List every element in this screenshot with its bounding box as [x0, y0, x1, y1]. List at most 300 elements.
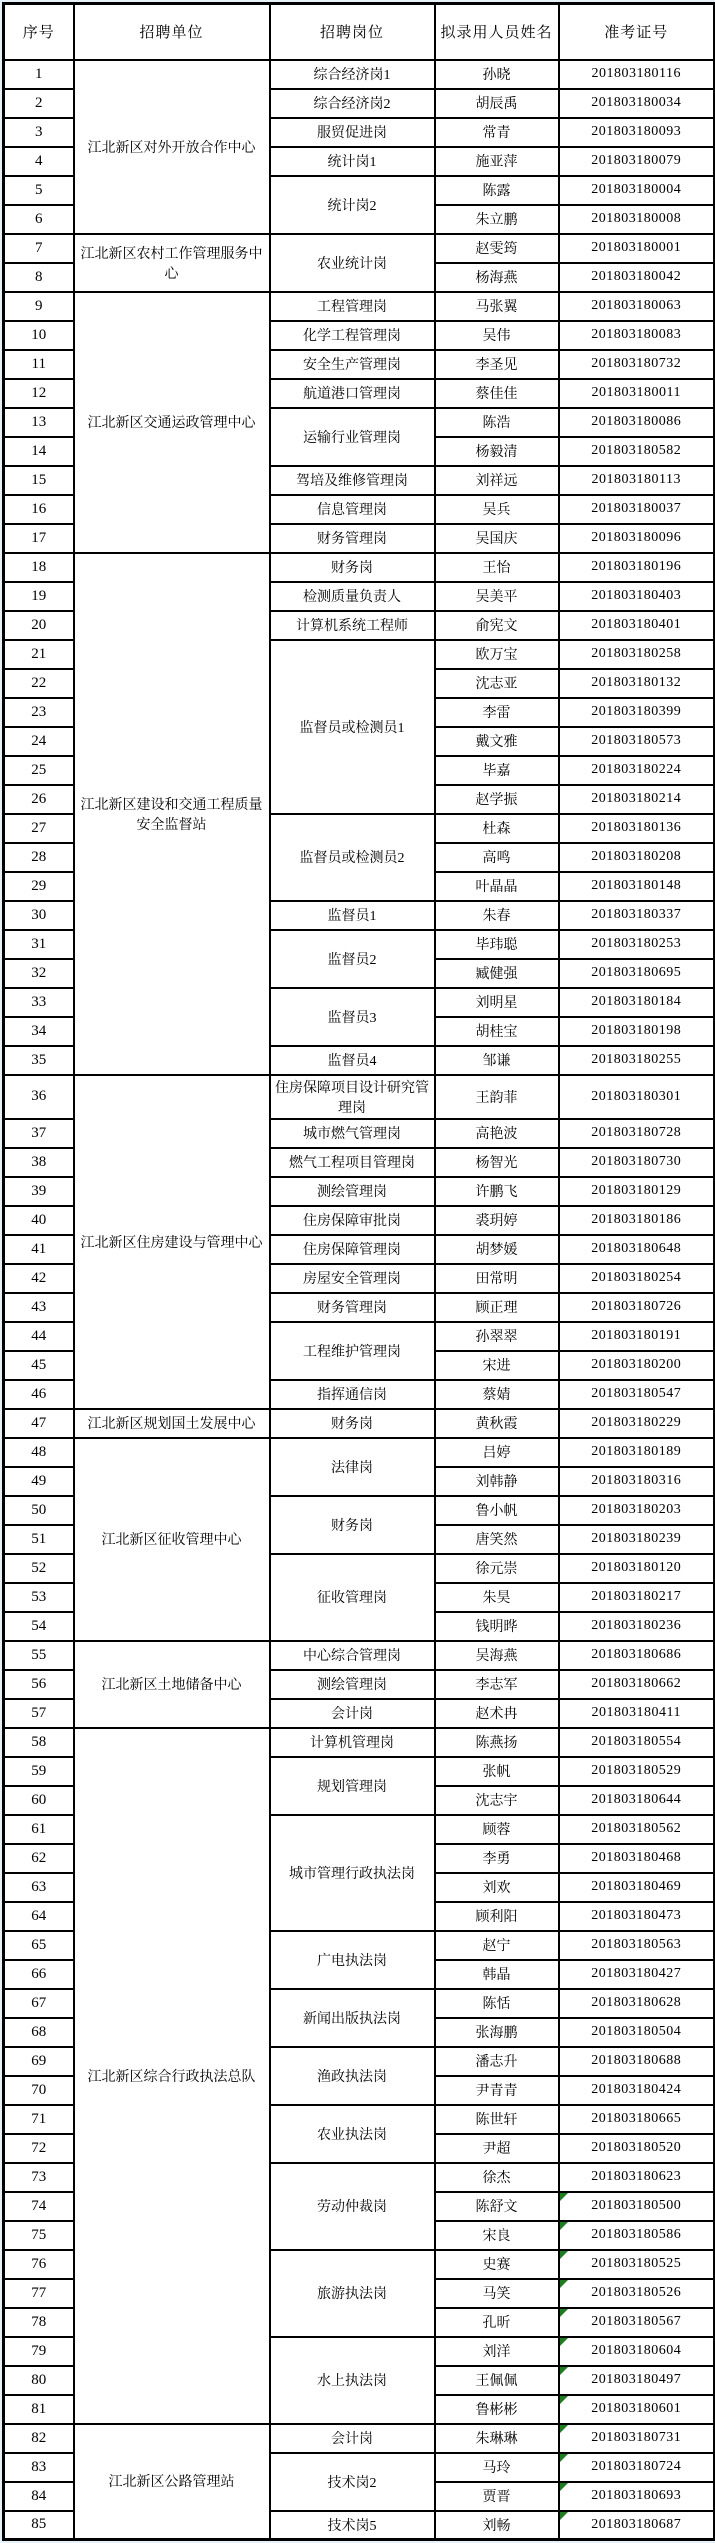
- cell-position: 安全生产管理岗: [270, 350, 435, 379]
- cell-position: 检测质量负责人: [270, 582, 435, 611]
- cell-ticket: 201803180224: [559, 756, 715, 785]
- cell-ticket: 201803180037: [559, 495, 715, 524]
- cell-ticket: 201803180253: [559, 930, 715, 959]
- cell-position: 农业执法岗: [270, 2105, 435, 2163]
- cell-unit: 江北新区住房建设与管理中心: [74, 1075, 270, 1409]
- cell-position: 计算机系统工程师: [270, 611, 435, 640]
- cell-ticket: 201803180693: [559, 2482, 715, 2511]
- table-header: [4, 4, 715, 60]
- cell-ticket: 201803180136: [559, 814, 715, 843]
- cell-seq: 47: [4, 1409, 74, 1438]
- cell-position: 燃气工程项目管理岗: [270, 1148, 435, 1177]
- cell-corner-marker-icon: [560, 2483, 568, 2491]
- cell-name: 杨海燕: [435, 263, 559, 292]
- cell-ticket: 201803180239: [559, 1525, 715, 1554]
- cell-name: 王佩佩: [435, 2366, 559, 2395]
- cell-ticket: 201803180623: [559, 2163, 715, 2192]
- cell-name: 李勇: [435, 1844, 559, 1873]
- cell-position: 农业统计岗: [270, 234, 435, 292]
- cell-ticket: 201803180229: [559, 1409, 715, 1438]
- cell-seq: 39: [4, 1177, 74, 1206]
- cell-ticket: 201803180728: [559, 1119, 715, 1148]
- cell-ticket: 201803180116: [559, 60, 715, 89]
- cell-name: 李志军: [435, 1670, 559, 1699]
- cell-position: 监督员4: [270, 1046, 435, 1075]
- cell-ticket: 201803180258: [559, 640, 715, 669]
- cell-ticket: 201803180665: [559, 2105, 715, 2134]
- cell-ticket: 201803180468: [559, 1844, 715, 1873]
- cell-ticket: 201803180008: [559, 205, 715, 234]
- cell-seq: 31: [4, 930, 74, 959]
- cell-seq: 5: [4, 176, 74, 205]
- cell-ticket: 201803180726: [559, 1293, 715, 1322]
- cell-ticket: 201803180500: [559, 2192, 715, 2221]
- cell-position: 监督员或检测员2: [270, 814, 435, 901]
- cell-name: 刘畅: [435, 2511, 559, 2540]
- cell-seq: 28: [4, 843, 74, 872]
- cell-corner-marker-icon: [560, 2454, 568, 2462]
- cell-position: 广电执法岗: [270, 1931, 435, 1989]
- cell-seq: 68: [4, 2018, 74, 2047]
- cell-ticket: 201803180411: [559, 1699, 715, 1728]
- cell-ticket: 201803180695: [559, 959, 715, 988]
- cell-ticket: 201803180200: [559, 1351, 715, 1380]
- cell-position: 旅游执法岗: [270, 2250, 435, 2337]
- cell-ticket: 201803180628: [559, 1989, 715, 2018]
- table-row: [4, 1075, 715, 1119]
- cell-seq: 11: [4, 350, 74, 379]
- cell-name: 杜森: [435, 814, 559, 843]
- cell-name: 毕玮聪: [435, 930, 559, 959]
- cell-position: 技术岗5: [270, 2511, 435, 2540]
- cell-ticket: 201803180644: [559, 1786, 715, 1815]
- cell-seq: 73: [4, 2163, 74, 2192]
- cell-name: 高艳波: [435, 1119, 559, 1148]
- cell-ticket: 201803180093: [559, 118, 715, 147]
- cell-position: 航道港口管理岗: [270, 379, 435, 408]
- cell-seq: 65: [4, 1931, 74, 1960]
- cell-name: 朱春: [435, 901, 559, 930]
- cell-seq: 18: [4, 553, 74, 582]
- cell-ticket: 201803180186: [559, 1206, 715, 1235]
- cell-ticket: 201803180401: [559, 611, 715, 640]
- cell-seq: 15: [4, 466, 74, 495]
- cell-seq: 9: [4, 292, 74, 321]
- cell-seq: 63: [4, 1873, 74, 1902]
- cell-seq: 3: [4, 118, 74, 147]
- cell-unit: 江北新区土地储备中心: [74, 1641, 270, 1728]
- cell-name: 顾正理: [435, 1293, 559, 1322]
- cell-seq: 42: [4, 1264, 74, 1293]
- cell-name: 陈恬: [435, 1989, 559, 2018]
- cell-ticket: 201803180004: [559, 176, 715, 205]
- cell-name: 钱明晔: [435, 1612, 559, 1641]
- cell-ticket: 201803180529: [559, 1757, 715, 1786]
- cell-ticket: 201803180525: [559, 2250, 715, 2279]
- cell-seq: 4: [4, 147, 74, 176]
- cell-ticket: 201803180203: [559, 1496, 715, 1525]
- cell-seq: 49: [4, 1467, 74, 1496]
- cell-name: 毕嘉: [435, 756, 559, 785]
- cell-name: 吴伟: [435, 321, 559, 350]
- cell-corner-marker-icon: [560, 2512, 568, 2520]
- cell-seq: 1: [4, 60, 74, 89]
- cell-name: 赵学振: [435, 785, 559, 814]
- cell-position: 财务岗: [270, 1496, 435, 1554]
- cell-name: 施亚萍: [435, 147, 559, 176]
- cell-name: 赵术冉: [435, 1699, 559, 1728]
- cell-ticket: 201803180120: [559, 1554, 715, 1583]
- cell-name: 胡辰禹: [435, 89, 559, 118]
- header-row: [4, 4, 715, 60]
- cell-seq: 75: [4, 2221, 74, 2250]
- cell-name: 吴美平: [435, 582, 559, 611]
- cell-name: 陈舒文: [435, 2192, 559, 2221]
- cell-name: 顾利阳: [435, 1902, 559, 1931]
- cell-position: 渔政执法岗: [270, 2047, 435, 2105]
- cell-name: 俞宪文: [435, 611, 559, 640]
- cell-position: 财务岗: [270, 1409, 435, 1438]
- cell-seq: 37: [4, 1119, 74, 1148]
- cell-position: 运输行业管理岗: [270, 408, 435, 466]
- cell-unit: 江北新区规划国土发展中心: [74, 1409, 270, 1438]
- cell-ticket: 201803180208: [559, 843, 715, 872]
- cell-name: 尹超: [435, 2134, 559, 2163]
- cell-ticket: 201803180601: [559, 2395, 715, 2424]
- cell-position: 指挥通信岗: [270, 1380, 435, 1409]
- cell-position: 测绘管理岗: [270, 1670, 435, 1699]
- cell-unit: 江北新区建设和交通工程质量安全监督站: [74, 553, 270, 1075]
- cell-name: 徐杰: [435, 2163, 559, 2192]
- cell-seq: 20: [4, 611, 74, 640]
- cell-seq: 23: [4, 698, 74, 727]
- cell-seq: 76: [4, 2250, 74, 2279]
- cell-name: 鲁彬彬: [435, 2395, 559, 2424]
- cell-seq: 46: [4, 1380, 74, 1409]
- cell-ticket: 201803180011: [559, 379, 715, 408]
- cell-ticket: 201803180254: [559, 1264, 715, 1293]
- cell-ticket: 201803180687: [559, 2511, 715, 2540]
- cell-ticket: 201803180469: [559, 1873, 715, 1902]
- cell-seq: 22: [4, 669, 74, 698]
- cell-unit: 江北新区综合行政执法总队: [74, 1728, 270, 2424]
- cell-seq: 29: [4, 872, 74, 901]
- header-ticket: 准考证号: [559, 4, 715, 60]
- cell-position: 监督员2: [270, 930, 435, 988]
- cell-seq: 80: [4, 2366, 74, 2395]
- cell-ticket: 201803180001: [559, 234, 715, 263]
- cell-seq: 82: [4, 2424, 74, 2453]
- cell-name: 孙晓: [435, 60, 559, 89]
- cell-name: 朱立鹏: [435, 205, 559, 234]
- cell-ticket: 201803180184: [559, 988, 715, 1017]
- cell-position: 驾培及维修管理岗: [270, 466, 435, 495]
- cell-name: 尹青青: [435, 2076, 559, 2105]
- cell-ticket: 201803180554: [559, 1728, 715, 1757]
- cell-ticket: 201803180520: [559, 2134, 715, 2163]
- cell-seq: 59: [4, 1757, 74, 1786]
- cell-position: 新闻出版执法岗: [270, 1989, 435, 2047]
- header-name: 拟录用人员姓名: [435, 4, 559, 60]
- cell-name: 胡梦媛: [435, 1235, 559, 1264]
- cell-ticket: 201803180337: [559, 901, 715, 930]
- cell-name: 张帆: [435, 1757, 559, 1786]
- cell-corner-marker-icon: [560, 2425, 568, 2433]
- cell-position: 住房保障管理岗: [270, 1235, 435, 1264]
- cell-seq: 60: [4, 1786, 74, 1815]
- cell-seq: 27: [4, 814, 74, 843]
- cell-ticket: 201803180547: [559, 1380, 715, 1409]
- cell-ticket: 201803180034: [559, 89, 715, 118]
- cell-name: 欧万宝: [435, 640, 559, 669]
- cell-seq: 36: [4, 1075, 74, 1119]
- cell-seq: 55: [4, 1641, 74, 1670]
- table-row: [4, 1409, 715, 1438]
- cell-seq: 84: [4, 2482, 74, 2511]
- table-body: [4, 60, 715, 2540]
- cell-seq: 25: [4, 756, 74, 785]
- cell-name: 刘祥远: [435, 466, 559, 495]
- cell-ticket: 201803180424: [559, 2076, 715, 2105]
- cell-position: 城市燃气管理岗: [270, 1119, 435, 1148]
- cell-name: 陈燕扬: [435, 1728, 559, 1757]
- cell-name: 陈露: [435, 176, 559, 205]
- cell-seq: 34: [4, 1017, 74, 1046]
- cell-ticket: 201803180427: [559, 1960, 715, 1989]
- cell-unit: 江北新区农村工作管理服务中心: [74, 234, 270, 292]
- cell-ticket: 201803180301: [559, 1075, 715, 1119]
- cell-name: 鲁小帆: [435, 1496, 559, 1525]
- cell-name: 王怡: [435, 553, 559, 582]
- cell-ticket: 201803180586: [559, 2221, 715, 2250]
- cell-seq: 56: [4, 1670, 74, 1699]
- cell-name: 朱昊: [435, 1583, 559, 1612]
- cell-seq: 6: [4, 205, 74, 234]
- cell-ticket: 201803180217: [559, 1583, 715, 1612]
- cell-position: 服贸促进岗: [270, 118, 435, 147]
- cell-name: 韩晶: [435, 1960, 559, 1989]
- cell-seq: 48: [4, 1438, 74, 1467]
- cell-ticket: 201803180316: [559, 1467, 715, 1496]
- cell-seq: 41: [4, 1235, 74, 1264]
- cell-ticket: 201803180113: [559, 466, 715, 495]
- cell-seq: 66: [4, 1960, 74, 1989]
- cell-ticket: 201803180688: [559, 2047, 715, 2076]
- cell-name: 赵宁: [435, 1931, 559, 1960]
- cell-ticket: 201803180096: [559, 524, 715, 553]
- cell-position: 工程维护管理岗: [270, 1322, 435, 1380]
- cell-name: 吴海燕: [435, 1641, 559, 1670]
- cell-seq: 51: [4, 1525, 74, 1554]
- cell-seq: 70: [4, 2076, 74, 2105]
- cell-corner-marker-icon: [560, 2396, 568, 2404]
- cell-seq: 24: [4, 727, 74, 756]
- cell-ticket: 201803180403: [559, 582, 715, 611]
- cell-position: 测绘管理岗: [270, 1177, 435, 1206]
- cell-name: 刘欢: [435, 1873, 559, 1902]
- cell-name: 史赛: [435, 2250, 559, 2279]
- cell-seq: 58: [4, 1728, 74, 1757]
- cell-seq: 21: [4, 640, 74, 669]
- cell-name: 杨毅清: [435, 437, 559, 466]
- cell-name: 沈志宇: [435, 1786, 559, 1815]
- cell-name: 裘玥婷: [435, 1206, 559, 1235]
- cell-position: 住房保障审批岗: [270, 1206, 435, 1235]
- cell-ticket: 201803180686: [559, 1641, 715, 1670]
- cell-seq: 78: [4, 2308, 74, 2337]
- cell-seq: 38: [4, 1148, 74, 1177]
- cell-ticket: 201803180214: [559, 785, 715, 814]
- cell-name: 李圣见: [435, 350, 559, 379]
- cell-position: 统计岗2: [270, 176, 435, 234]
- cell-position: 劳动仲裁岗: [270, 2163, 435, 2250]
- cell-name: 陈浩: [435, 408, 559, 437]
- cell-ticket: 201803180132: [559, 669, 715, 698]
- cell-position: 信息管理岗: [270, 495, 435, 524]
- cell-ticket: 201803180731: [559, 2424, 715, 2453]
- cell-name: 田常明: [435, 1264, 559, 1293]
- cell-position: 财务岗: [270, 553, 435, 582]
- header-unit: 招聘单位: [74, 4, 270, 60]
- cell-seq: 64: [4, 1902, 74, 1931]
- cell-name: 蔡婧: [435, 1380, 559, 1409]
- cell-position: 规划管理岗: [270, 1757, 435, 1815]
- cell-name: 臧健强: [435, 959, 559, 988]
- cell-ticket: 201803180191: [559, 1322, 715, 1351]
- table-row: [4, 2424, 715, 2453]
- cell-name: 马玲: [435, 2453, 559, 2482]
- cell-ticket: 201803180562: [559, 1815, 715, 1844]
- table-row: [4, 1438, 715, 1467]
- cell-seq: 83: [4, 2453, 74, 2482]
- cell-corner-marker-icon: [560, 2338, 568, 2346]
- table-row: [4, 1728, 715, 1757]
- cell-name: 潘志升: [435, 2047, 559, 2076]
- cell-name: 黄秋霞: [435, 1409, 559, 1438]
- cell-ticket: 201803180086: [559, 408, 715, 437]
- cell-ticket: 201803180732: [559, 350, 715, 379]
- cell-seq: 26: [4, 785, 74, 814]
- cell-name: 叶晶晶: [435, 872, 559, 901]
- cell-ticket: 201803180573: [559, 727, 715, 756]
- cell-ticket: 201803180063: [559, 292, 715, 321]
- cell-name: 徐元崇: [435, 1554, 559, 1583]
- cell-name: 李雷: [435, 698, 559, 727]
- cell-name: 吴国庆: [435, 524, 559, 553]
- cell-name: 刘明星: [435, 988, 559, 1017]
- cell-ticket: 201803180196: [559, 553, 715, 582]
- cell-seq: 33: [4, 988, 74, 1017]
- cell-name: 宋进: [435, 1351, 559, 1380]
- cell-name: 吕婷: [435, 1438, 559, 1467]
- cell-name: 高鸣: [435, 843, 559, 872]
- cell-seq: 43: [4, 1293, 74, 1322]
- cell-name: 邹谦: [435, 1046, 559, 1075]
- table-row: [4, 1641, 715, 1670]
- cell-seq: 19: [4, 582, 74, 611]
- cell-name: 顾蓉: [435, 1815, 559, 1844]
- cell-ticket: 201803180730: [559, 1148, 715, 1177]
- cell-name: 马张翼: [435, 292, 559, 321]
- cell-seq: 79: [4, 2337, 74, 2366]
- table-row: [4, 234, 715, 263]
- cell-unit: 江北新区征收管理中心: [74, 1438, 270, 1641]
- cell-ticket: 201803180526: [559, 2279, 715, 2308]
- cell-position: 会计岗: [270, 2424, 435, 2453]
- cell-seq: 61: [4, 1815, 74, 1844]
- cell-name: 沈志亚: [435, 669, 559, 698]
- cell-ticket: 201803180255: [559, 1046, 715, 1075]
- cell-ticket: 201803180189: [559, 1438, 715, 1467]
- cell-name: 孔昕: [435, 2308, 559, 2337]
- cell-ticket: 201803180148: [559, 872, 715, 901]
- cell-seq: 85: [4, 2511, 74, 2540]
- cell-name: 戴文雅: [435, 727, 559, 756]
- cell-seq: 40: [4, 1206, 74, 1235]
- cell-name: 胡桂宝: [435, 1017, 559, 1046]
- cell-corner-marker-icon: [560, 2309, 568, 2317]
- cell-name: 王韵菲: [435, 1075, 559, 1119]
- cell-name: 孙翠翠: [435, 1322, 559, 1351]
- cell-seq: 50: [4, 1496, 74, 1525]
- cell-ticket: 201803180604: [559, 2337, 715, 2366]
- cell-unit: 江北新区交通运政管理中心: [74, 292, 270, 553]
- cell-position: 房屋安全管理岗: [270, 1264, 435, 1293]
- cell-name: 杨智光: [435, 1148, 559, 1177]
- cell-name: 刘韩静: [435, 1467, 559, 1496]
- cell-position: 财务管理岗: [270, 524, 435, 553]
- cell-name: 宋良: [435, 2221, 559, 2250]
- cell-unit: 江北新区对外开放合作中心: [74, 60, 270, 234]
- cell-seq: 71: [4, 2105, 74, 2134]
- cell-ticket: 201803180582: [559, 437, 715, 466]
- cell-seq: 77: [4, 2279, 74, 2308]
- cell-seq: 67: [4, 1989, 74, 2018]
- cell-position: 监督员1: [270, 901, 435, 930]
- cell-seq: 12: [4, 379, 74, 408]
- cell-seq: 10: [4, 321, 74, 350]
- cell-name: 吴兵: [435, 495, 559, 524]
- cell-seq: 7: [4, 234, 74, 263]
- cell-ticket: 201803180567: [559, 2308, 715, 2337]
- cell-name: 赵雯筠: [435, 234, 559, 263]
- cell-ticket: 201803180198: [559, 1017, 715, 1046]
- cell-position: 法律岗: [270, 1438, 435, 1496]
- cell-corner-marker-icon: [560, 2367, 568, 2375]
- cell-name: 张海鹏: [435, 2018, 559, 2047]
- cell-position: 技术岗2: [270, 2453, 435, 2511]
- cell-name: 马笑: [435, 2279, 559, 2308]
- cell-position: 征收管理岗: [270, 1554, 435, 1641]
- cell-seq: 57: [4, 1699, 74, 1728]
- cell-corner-marker-icon: [560, 2251, 568, 2259]
- cell-position: 会计岗: [270, 1699, 435, 1728]
- cell-position: 财务管理岗: [270, 1293, 435, 1322]
- table-row: [4, 292, 715, 321]
- cell-corner-marker-icon: [560, 2280, 568, 2288]
- recruitment-table: [2, 2, 715, 2541]
- cell-name: 蔡佳佳: [435, 379, 559, 408]
- cell-position: 监督员或检测员1: [270, 640, 435, 814]
- cell-ticket: 201803180129: [559, 1177, 715, 1206]
- cell-seq: 72: [4, 2134, 74, 2163]
- cell-name: 唐笑然: [435, 1525, 559, 1554]
- header-position: 招聘岗位: [270, 4, 435, 60]
- cell-ticket: 201803180079: [559, 147, 715, 176]
- cell-ticket: 201803180473: [559, 1902, 715, 1931]
- cell-seq: 62: [4, 1844, 74, 1873]
- cell-ticket: 201803180497: [559, 2366, 715, 2395]
